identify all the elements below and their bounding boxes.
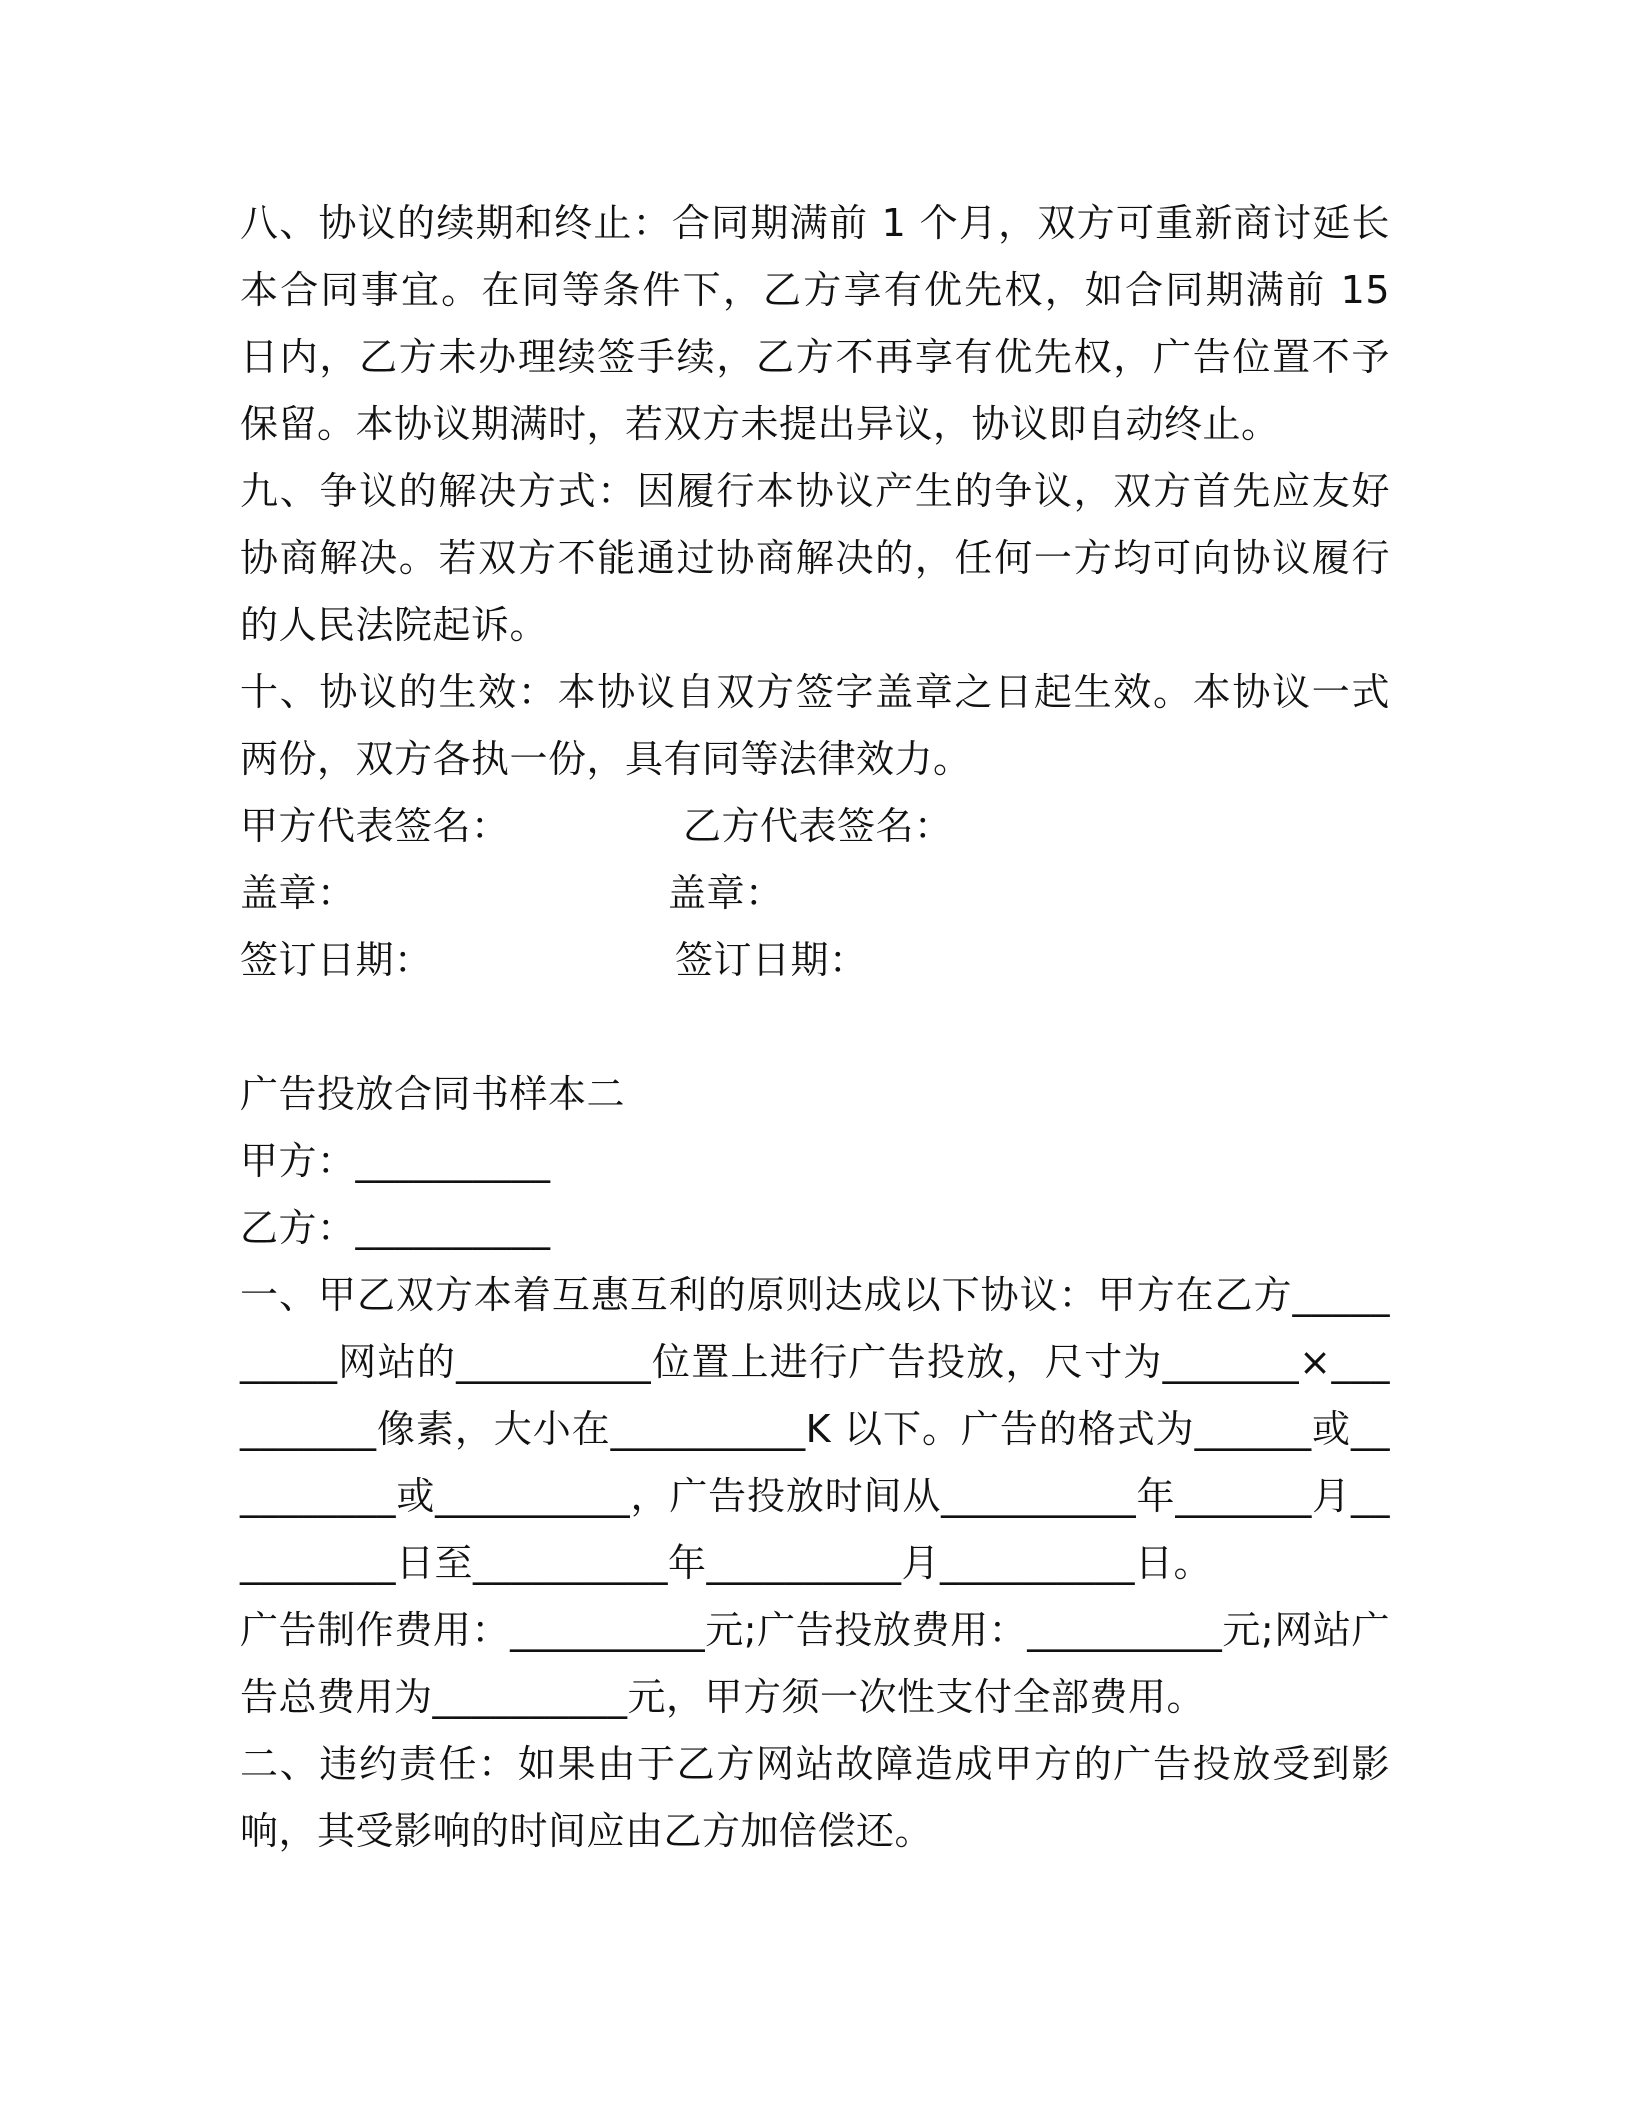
party-a-signature-label: 甲方代表签名：: [240, 804, 510, 848]
signature-row: [240, 793, 1390, 860]
clause-8: 八、协议的续期和终止：合同期满前 1 个月，双方可重新商讨延长本合同事宜。在同等条件下，乙方享有优先权，如合同期满前 15 日内，乙方未办理续签手续，乙方不再享有优先权，广告位置不予保留。本协议期满时，若双方未提出异议，协议即自动终止。: [240, 201, 1390, 446]
clause-10: 十、协议的生效：本协议自双方签字盖章之日起生效。本协议一式两份，双方各执一份，具有同等法律效力。: [240, 670, 1390, 781]
party-b-date-label: 签订日期：: [675, 938, 868, 982]
party-b-signature-label: 乙方代表签名：: [683, 804, 953, 848]
section-title: 广告投放合同书样本二: [240, 1072, 626, 1116]
party-b-field: 乙方：__________: [240, 1206, 551, 1250]
date-row: [240, 927, 1390, 994]
clause-2: 二、违约责任：如果由于乙方网站故障造成甲方的广告投放受到影响，其受影响的时间应由乙方加倍偿还。: [240, 1742, 1390, 1853]
party-a-seal-label: 盖章：: [240, 871, 356, 915]
party-b-seal-label: 盖章：: [668, 871, 784, 915]
fees-clause: 广告制作费用：__________元;广告投放费用：__________元;网站广告总费用为__________元，甲方须一次性支付全部费用。: [240, 1608, 1390, 1719]
section-spacer: [240, 994, 1390, 1061]
clause-1: 一、甲乙双方本着互惠互利的原则达成以下协议：甲方在乙方__________网站的__________位置上进行广告投放，尺寸为_______×__________像素，大小在__________K 以下。广告的格式为______或__________或__________，广告投放时间从__________年_______月__________日至__________年__________月__________日。: [240, 1273, 1390, 1585]
document-body: [240, 190, 1390, 1865]
clause-9: 九、争议的解决方式：因履行本协议产生的争议，双方首先应友好协商解决。若双方不能通过协商解决的，任何一方均可向协议履行的人民法院起诉。: [240, 469, 1390, 647]
party-a-field: 甲方：__________: [240, 1139, 551, 1183]
party-a-date-label: 签订日期：: [240, 938, 433, 982]
seal-row: [240, 860, 1390, 927]
